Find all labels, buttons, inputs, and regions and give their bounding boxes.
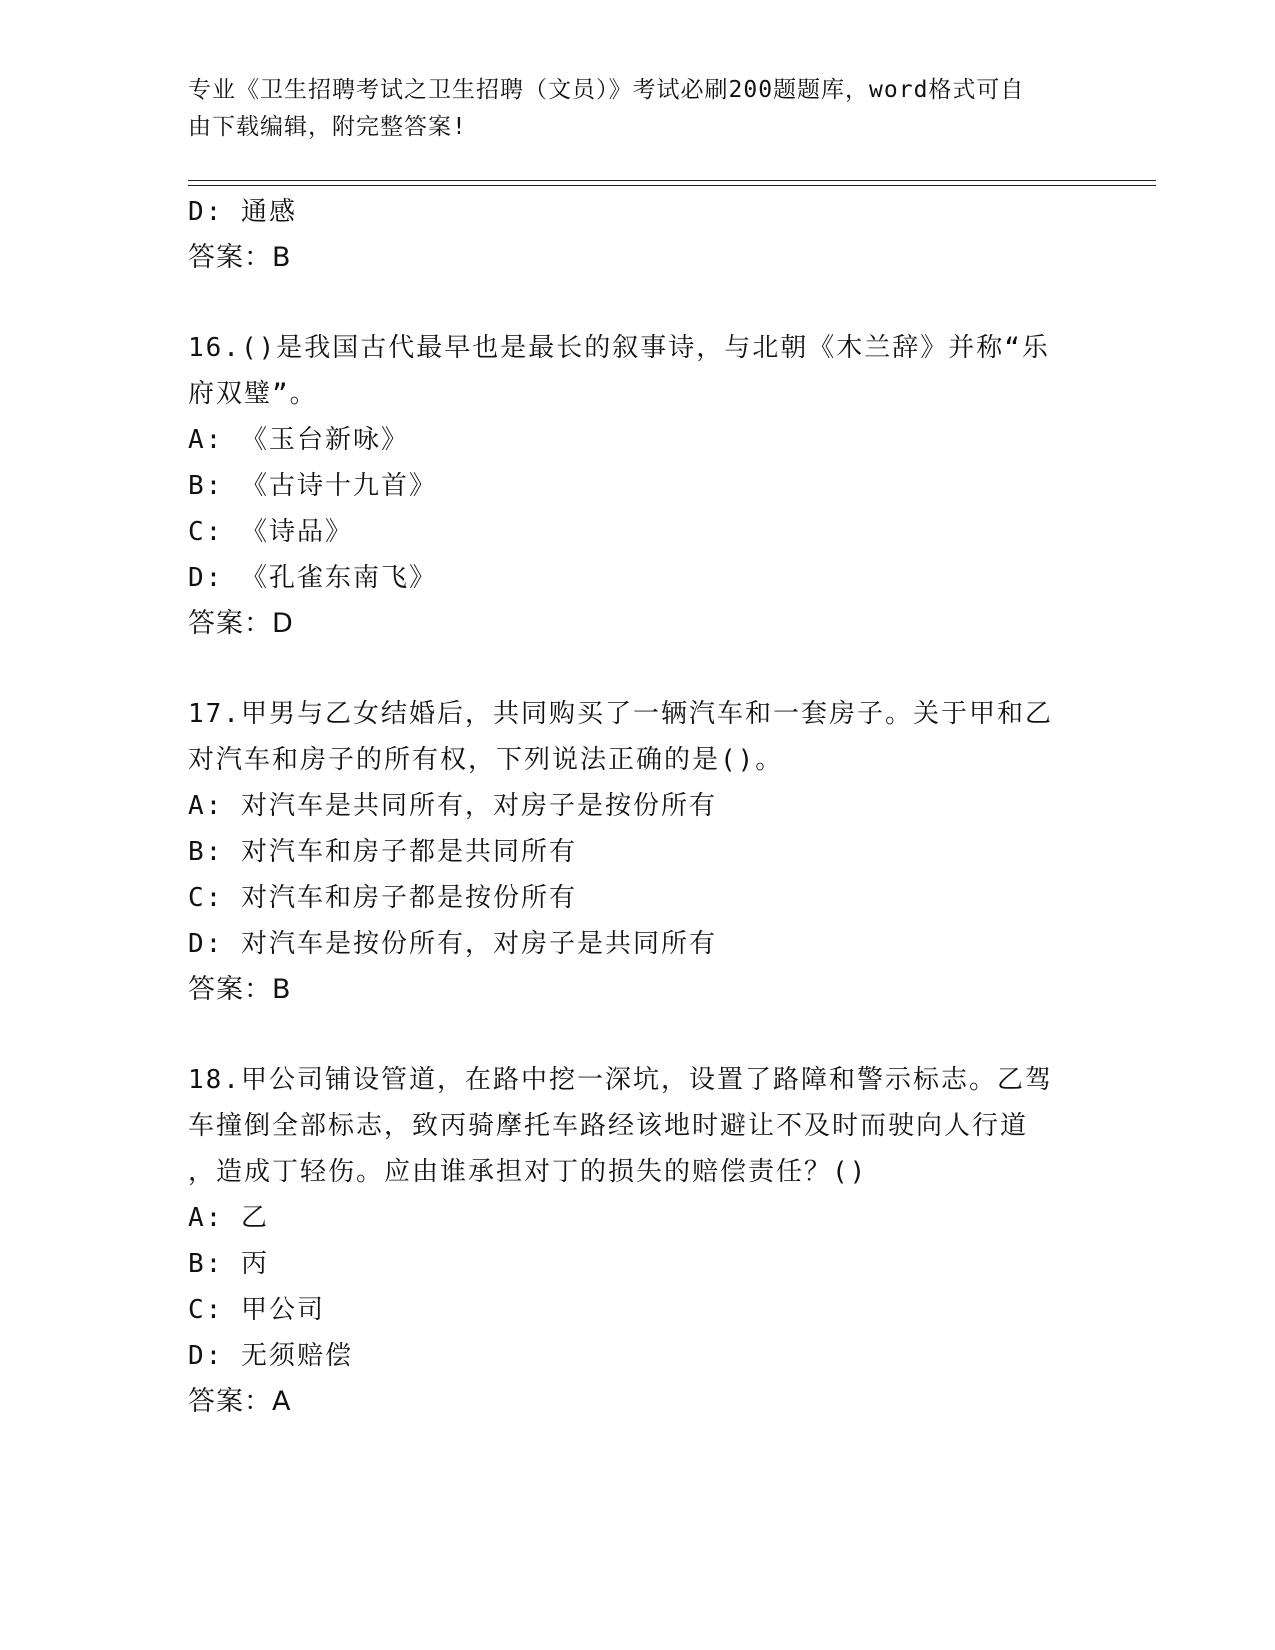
option-letter: C bbox=[188, 883, 206, 913]
option-text: 无须赔偿 bbox=[240, 1341, 353, 1371]
option-text: 甲公司 bbox=[240, 1295, 325, 1325]
question-stem-line: 府双璧”。 bbox=[188, 379, 318, 409]
option-letter: D bbox=[188, 197, 206, 227]
question-stem-line: 16.()是我国古代最早也是最长的叙事诗，与北朝《木兰辞》并称“乐 bbox=[188, 333, 1050, 363]
answer-line: 答案：D bbox=[188, 608, 294, 639]
option-a bbox=[188, 783, 1088, 829]
option-separator: : bbox=[205, 197, 224, 227]
option-text: 《古诗十九首》 bbox=[240, 471, 437, 501]
option-letter: A bbox=[188, 1203, 206, 1233]
option-text: 丙 bbox=[240, 1249, 269, 1279]
option-letter: C bbox=[188, 1295, 206, 1325]
header-line-1: 专业《卫生招聘考试之卫生招聘（文员）》考试必刷200题题库，word格式可自 bbox=[188, 77, 1025, 103]
header-divider-bottom bbox=[188, 185, 1156, 186]
option-letter: B bbox=[188, 1249, 206, 1279]
option-separator: : bbox=[205, 1249, 224, 1279]
option-d bbox=[188, 189, 1088, 235]
answer-line: 答案：A bbox=[188, 1386, 292, 1417]
option-text: 对汽车是按份所有，对房子是共同所有 bbox=[240, 929, 717, 959]
answer-line: 答案：B bbox=[188, 242, 292, 273]
option-letter: A bbox=[188, 425, 206, 455]
option-separator: : bbox=[205, 471, 224, 501]
option-separator: : bbox=[205, 883, 224, 913]
option-d bbox=[188, 921, 1088, 967]
option-text: 通感 bbox=[240, 197, 297, 227]
option-separator: : bbox=[205, 517, 224, 547]
option-separator: : bbox=[205, 1295, 224, 1325]
option-text: 《玉台新咏》 bbox=[240, 425, 409, 455]
option-c bbox=[188, 509, 1088, 555]
option-d bbox=[188, 555, 1088, 601]
spacer bbox=[188, 1013, 1088, 1057]
question-stem-line: 对汽车和房子的所有权，下列说法正确的是()。 bbox=[188, 745, 784, 775]
option-text: 对汽车是共同所有，对房子是按份所有 bbox=[240, 791, 717, 821]
option-separator: : bbox=[205, 563, 224, 593]
option-separator: : bbox=[205, 425, 224, 455]
question-17 bbox=[188, 691, 1088, 1013]
header-line-2: 由下载编辑，附完整答案! bbox=[188, 114, 467, 140]
question-stem-line: 17.甲男与乙女结婚后，共同购买了一辆汽车和一套房子。关于甲和乙 bbox=[188, 699, 1053, 729]
previous-question-tail bbox=[188, 189, 1088, 281]
question-stem bbox=[188, 691, 1088, 783]
option-letter: A bbox=[188, 791, 206, 821]
question-stem-line: 车撞倒全部标志，致丙骑摩托车路经该地时避让不及时而驶向人行道 bbox=[188, 1111, 1029, 1141]
question-stem bbox=[188, 1057, 1088, 1195]
question-16 bbox=[188, 325, 1088, 647]
option-letter: D bbox=[188, 563, 206, 593]
document-body bbox=[188, 189, 1088, 1425]
option-separator: : bbox=[205, 1341, 224, 1371]
option-b bbox=[188, 829, 1088, 875]
option-text: 对汽车和房子都是共同所有 bbox=[240, 837, 577, 867]
answer-line: 答案：B bbox=[188, 974, 292, 1005]
document-header bbox=[188, 72, 1068, 146]
option-letter: B bbox=[188, 471, 206, 501]
option-d bbox=[188, 1333, 1088, 1379]
option-a bbox=[188, 417, 1088, 463]
question-18 bbox=[188, 1057, 1088, 1425]
option-b bbox=[188, 1241, 1088, 1287]
option-text: 乙 bbox=[240, 1203, 269, 1233]
option-c bbox=[188, 1287, 1088, 1333]
option-c bbox=[188, 875, 1088, 921]
option-letter: D bbox=[188, 1341, 206, 1371]
option-separator: : bbox=[205, 791, 224, 821]
question-stem-line: ，造成丁轻伤。应由谁承担对丁的损失的赔偿责任？() bbox=[188, 1157, 868, 1187]
option-text: 《诗品》 bbox=[240, 517, 353, 547]
option-letter: D bbox=[188, 929, 206, 959]
option-a bbox=[188, 1195, 1088, 1241]
option-separator: : bbox=[205, 929, 224, 959]
option-text: 《孔雀东南飞》 bbox=[240, 563, 437, 593]
spacer bbox=[188, 281, 1088, 325]
option-letter: C bbox=[188, 517, 206, 547]
option-letter: B bbox=[188, 837, 206, 867]
question-stem bbox=[188, 325, 1088, 417]
option-b bbox=[188, 463, 1088, 509]
option-separator: : bbox=[205, 1203, 224, 1233]
question-stem-line: 18.甲公司铺设管道，在路中挖一深坑，设置了路障和警示标志。乙驾 bbox=[188, 1065, 1053, 1095]
header-divider-top bbox=[188, 180, 1156, 181]
spacer bbox=[188, 647, 1088, 691]
option-separator: : bbox=[205, 837, 224, 867]
option-text: 对汽车和房子都是按份所有 bbox=[240, 883, 577, 913]
